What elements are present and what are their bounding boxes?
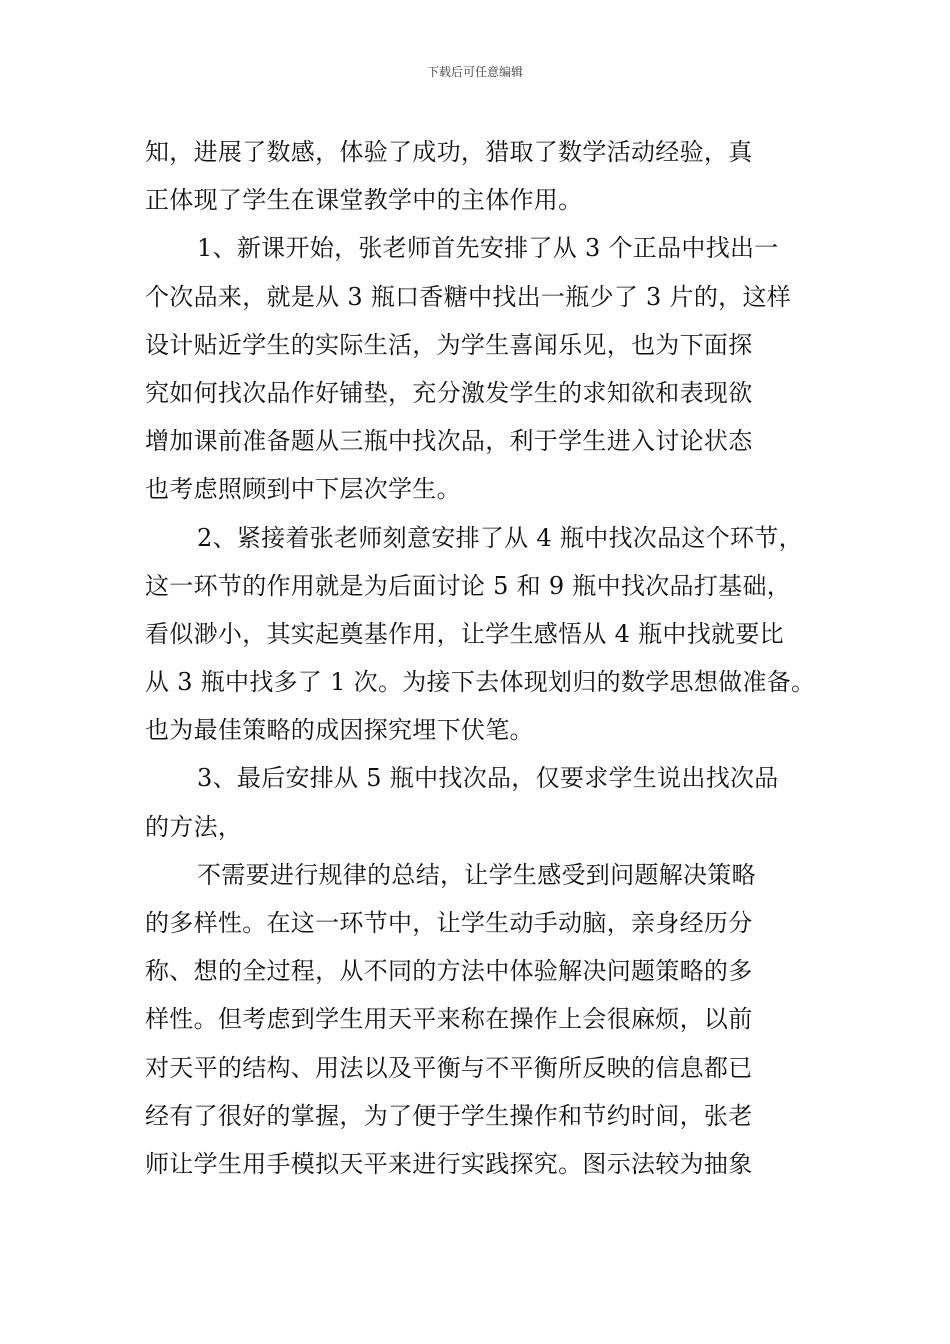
text-line: 从 3 瓶中找多了 1 次。为接下去体现划归的数学思想做准备。 xyxy=(145,668,816,697)
text-line: 的多样性。在这一环节中，让学生动手动脑，亲身经历分 xyxy=(145,909,753,937)
text-line: 设计贴近学生的实际生活，为学生喜闻乐见，也为下面探 xyxy=(145,330,753,359)
text-line: 增加课前准备题从三瓶中找次品，利于学生进入讨论状态 xyxy=(145,427,753,456)
text-line: 2、紧接着张老师刻意安排了从 4 瓶中找次品这个环节， xyxy=(197,523,803,552)
text-line: 也为最佳策略的成因探究埋下伏笔。 xyxy=(145,716,534,745)
text-line: 究如何找次品作好铺垫，充分激发学生的求知欲和表现欲 xyxy=(145,378,753,407)
text-line: 正体现了学生在课堂教学中的主体作用。 xyxy=(145,186,583,215)
text-line: 这一环节的作用就是为后面讨论 5 和 9 瓶中找次品打基础， xyxy=(145,571,792,600)
page-header: 下载后可任意编辑 xyxy=(426,65,523,79)
text-line: 看似渺小，其实起奠基作用，让学生感悟从 4 瓶中找就要比 xyxy=(145,619,784,648)
text-line: 经有了很好的掌握，为了便于学生操作和节约时间，张老 xyxy=(145,1101,753,1130)
document-body xyxy=(145,128,825,1188)
text-line: 个次品来，就是从 3 瓶口香糖中找出一瓶少了 3 片的，这样 xyxy=(145,282,792,311)
text-line: 不需要进行规律的总结，让学生感受到问题解决策略 xyxy=(197,860,756,889)
text-line: 3、最后安排从 5 瓶中找次品，仅要求学生说出找次品 xyxy=(197,764,779,793)
text-line: 对天平的结构、用法以及平衡与不平衡所反映的信息都已 xyxy=(145,1053,753,1082)
text-line: 样性。但考虑到学生用天平来称在操作上会很麻烦，以前 xyxy=(145,1005,753,1034)
text-line: 1、新课开始，张老师首先安排了从 3 个正品中找出一 xyxy=(197,234,779,263)
text-line: 知，进展了数感，体验了成功，猎取了数学活动经验，真 xyxy=(145,138,753,166)
text-line: 也考虑照顾到中下层次学生。 xyxy=(145,475,461,504)
text-line: 师让学生用手模拟天平来进行实践探究。图示法较为抽象 xyxy=(145,1149,753,1178)
text-line: 的方法， xyxy=(145,812,243,841)
text-line: 称、想的全过程，从不同的方法中体验解决问题策略的多 xyxy=(145,957,753,986)
